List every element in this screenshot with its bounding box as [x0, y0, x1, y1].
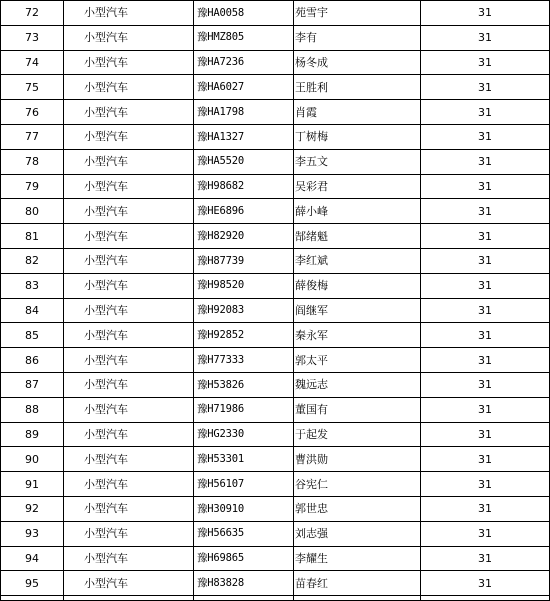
table-row — [1, 447, 550, 472]
owner-name: 李耀生 — [294, 546, 421, 571]
license-plate: 豫H82920 — [194, 224, 294, 249]
table-row — [1, 25, 550, 50]
owner-name: 于起发 — [294, 422, 421, 447]
row-number: 93 — [1, 521, 64, 546]
points: 31 — [421, 124, 550, 149]
points: 31 — [421, 397, 550, 422]
license-plate: 豫HG2330 — [194, 422, 294, 447]
points: 31 — [421, 571, 550, 596]
license-plate: 豫H30910 — [194, 496, 294, 521]
table-row — [1, 50, 550, 75]
license-plate: 豫H98682 — [194, 174, 294, 199]
points: 31 — [421, 546, 550, 571]
license-plate: 豫H77333 — [194, 348, 294, 373]
owner-name: 苗春红 — [294, 571, 421, 596]
table-row — [1, 124, 550, 149]
owner-name: 阎继军 — [294, 298, 421, 323]
license-plate: 豫H98520 — [194, 273, 294, 298]
table-row — [1, 75, 550, 100]
license-plate: 豫H83828 — [194, 571, 294, 596]
owner-name: 刘志强 — [294, 521, 421, 546]
points: 31 — [421, 149, 550, 174]
row-number: 78 — [1, 149, 64, 174]
vehicle-type: 小型汽车 — [64, 496, 194, 521]
license-plate: 豫HE6896 — [194, 199, 294, 224]
vehicle-type: 小型汽车 — [64, 174, 194, 199]
license-plate: 豫HA5520 — [194, 149, 294, 174]
table-row — [1, 546, 550, 571]
license-plate: 豫HA0058 — [194, 1, 294, 26]
license-plate: 豫H53826 — [194, 372, 294, 397]
cell — [194, 596, 294, 601]
row-number: 91 — [1, 472, 64, 497]
table-row — [1, 199, 550, 224]
owner-name: 秦永军 — [294, 323, 421, 348]
license-plate: 豫H92083 — [194, 298, 294, 323]
cell — [421, 596, 550, 601]
owner-name: 肖霞 — [294, 100, 421, 125]
owner-name: 杨冬成 — [294, 50, 421, 75]
owner-name: 李有 — [294, 25, 421, 50]
points: 31 — [421, 273, 550, 298]
vehicle-type: 小型汽车 — [64, 25, 194, 50]
owner-name: 丁树梅 — [294, 124, 421, 149]
row-number: 87 — [1, 372, 64, 397]
table-row — [1, 496, 550, 521]
table-row — [1, 571, 550, 596]
points: 31 — [421, 323, 550, 348]
points: 31 — [421, 472, 550, 497]
owner-name: 吴彩君 — [294, 174, 421, 199]
row-number: 74 — [1, 50, 64, 75]
table-row — [1, 521, 550, 546]
row-number: 73 — [1, 25, 64, 50]
points: 31 — [421, 521, 550, 546]
points: 31 — [421, 199, 550, 224]
table-row — [1, 472, 550, 497]
owner-name: 谷宪仁 — [294, 472, 421, 497]
points: 31 — [421, 372, 550, 397]
owner-name: 王胜利 — [294, 75, 421, 100]
vehicle-type: 小型汽车 — [64, 273, 194, 298]
table-row — [1, 149, 550, 174]
row-number: 89 — [1, 422, 64, 447]
table-row — [1, 1, 550, 26]
vehicle-type: 小型汽车 — [64, 571, 194, 596]
table-row — [1, 348, 550, 373]
row-number: 79 — [1, 174, 64, 199]
points: 31 — [421, 25, 550, 50]
row-number: 84 — [1, 298, 64, 323]
license-plate: 豫H69865 — [194, 546, 294, 571]
owner-name: 魏远志 — [294, 372, 421, 397]
row-number: 83 — [1, 273, 64, 298]
vehicle-type: 小型汽车 — [64, 75, 194, 100]
license-plate: 豫HA7236 — [194, 50, 294, 75]
vehicle-type: 小型汽车 — [64, 472, 194, 497]
license-plate: 豫H53301 — [194, 447, 294, 472]
vehicle-type: 小型汽车 — [64, 224, 194, 249]
table-row — [1, 100, 550, 125]
row-number: 88 — [1, 397, 64, 422]
table-row — [1, 248, 550, 273]
vehicle-type: 小型汽车 — [64, 124, 194, 149]
vehicle-type: 小型汽车 — [64, 422, 194, 447]
owner-name: 郜绪魁 — [294, 224, 421, 249]
row-number: 72 — [1, 1, 64, 26]
table-row-partial — [1, 596, 550, 601]
points: 31 — [421, 298, 550, 323]
license-plate: 豫HA1798 — [194, 100, 294, 125]
row-number: 77 — [1, 124, 64, 149]
vehicle-type: 小型汽车 — [64, 199, 194, 224]
owner-name: 郭世忠 — [294, 496, 421, 521]
row-number: 92 — [1, 496, 64, 521]
license-plate: 豫HA1327 — [194, 124, 294, 149]
table-row — [1, 422, 550, 447]
cell — [64, 596, 194, 601]
owner-name: 董国有 — [294, 397, 421, 422]
row-number: 86 — [1, 348, 64, 373]
owner-name: 薛俊梅 — [294, 273, 421, 298]
vehicle-type: 小型汽车 — [64, 323, 194, 348]
row-number: 95 — [1, 571, 64, 596]
points: 31 — [421, 50, 550, 75]
points: 31 — [421, 422, 550, 447]
vehicle-type: 小型汽车 — [64, 348, 194, 373]
vehicle-type: 小型汽车 — [64, 248, 194, 273]
points: 31 — [421, 1, 550, 26]
owner-name: 苑雪宇 — [294, 1, 421, 26]
points: 31 — [421, 496, 550, 521]
row-number: 75 — [1, 75, 64, 100]
row-number: 90 — [1, 447, 64, 472]
vehicle-type: 小型汽车 — [64, 1, 194, 26]
row-number: 82 — [1, 248, 64, 273]
cell — [1, 596, 64, 601]
table-row — [1, 397, 550, 422]
vehicle-type: 小型汽车 — [64, 372, 194, 397]
license-plate: 豫H92852 — [194, 323, 294, 348]
owner-name: 李红斌 — [294, 248, 421, 273]
vehicle-type: 小型汽车 — [64, 50, 194, 75]
table-row — [1, 323, 550, 348]
owner-name: 曹洪勋 — [294, 447, 421, 472]
table-row — [1, 372, 550, 397]
vehicle-type: 小型汽车 — [64, 546, 194, 571]
points: 31 — [421, 447, 550, 472]
vehicle-type: 小型汽车 — [64, 100, 194, 125]
license-plate: 豫H71986 — [194, 397, 294, 422]
owner-name: 李五文 — [294, 149, 421, 174]
license-plate: 豫H87739 — [194, 248, 294, 273]
row-number: 81 — [1, 224, 64, 249]
points: 31 — [421, 100, 550, 125]
row-number: 76 — [1, 100, 64, 125]
points: 31 — [421, 248, 550, 273]
points: 31 — [421, 174, 550, 199]
license-plate: 豫HA6027 — [194, 75, 294, 100]
vehicle-type: 小型汽车 — [64, 397, 194, 422]
points: 31 — [421, 75, 550, 100]
owner-name: 郭太平 — [294, 348, 421, 373]
table-row — [1, 273, 550, 298]
cell — [294, 596, 421, 601]
license-plate: 豫H56107 — [194, 472, 294, 497]
vehicle-type: 小型汽车 — [64, 149, 194, 174]
vehicle-type: 小型汽车 — [64, 521, 194, 546]
owner-name: 薛小峰 — [294, 199, 421, 224]
row-number: 94 — [1, 546, 64, 571]
points: 31 — [421, 224, 550, 249]
table-row — [1, 224, 550, 249]
row-number: 85 — [1, 323, 64, 348]
table-row — [1, 298, 550, 323]
license-plate: 豫HMZ805 — [194, 25, 294, 50]
table-row — [1, 174, 550, 199]
row-number: 80 — [1, 199, 64, 224]
vehicle-type: 小型汽车 — [64, 447, 194, 472]
points: 31 — [421, 348, 550, 373]
license-plate: 豫H56635 — [194, 521, 294, 546]
vehicle-type: 小型汽车 — [64, 298, 194, 323]
